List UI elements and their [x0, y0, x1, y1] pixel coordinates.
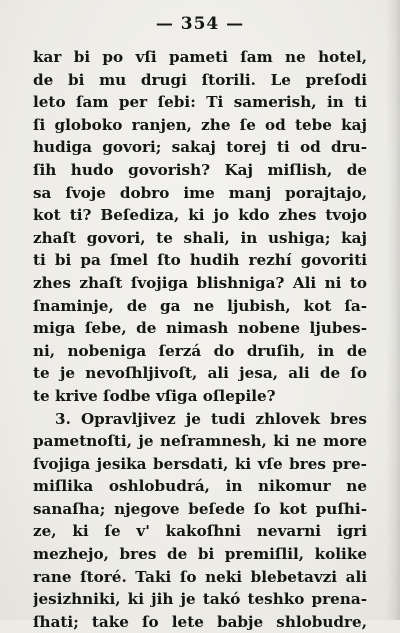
text-line: rane ſtoré. Taki ſo neki blebetavzi ali [33, 567, 367, 586]
text-line: ni, nobeniga ſerzá do druſih, in de [33, 341, 367, 360]
text-line: te je nevoſhljivoſt, ali jesa, ali de ſo [33, 364, 367, 383]
text-line: ſvojiga jesika bersdati, ki vſe bres pre- [33, 454, 367, 473]
text-line: ſhati; take ſo lete babje shlobudre, [33, 612, 367, 631]
text-line: jesizhniki, ki jih je takó teshko prena- [33, 590, 367, 609]
text-line: 3. Opravljivez je tudi zhlovek bres [55, 409, 367, 428]
text-line: miſlika oshlobudrá, in nikomur ne [33, 477, 367, 496]
text-line: sanaſha; njegove beſede ſo kot puſhi- [33, 499, 367, 518]
text-line: pametnoſti, je neſramnesh, ki ne more [33, 432, 367, 451]
text-line: miga ſebe, de nimash nobene ljubes- [33, 319, 367, 338]
text-line: zhes zhaſt ſvojiga blishniga? Ali ni to [33, 273, 367, 292]
page-edge-shadow [386, 0, 400, 620]
page-number: — 354 — [155, 14, 245, 34]
text-line: ſnaminje, de ga ne ljubish, kot ſa- [33, 296, 367, 315]
text-line: ze, ki ſe v' kakoſhni nevarni igri [33, 522, 367, 541]
text-line: kar bi po vſi pameti ſam ne hotel, [33, 48, 367, 66]
text-line: sa ſvoje dobro ime manj porajtajo, [33, 183, 367, 202]
text-line: ti bi pa ſmel ſto hudih rezhí govoriti [33, 251, 367, 270]
text-line: zhaſt govori, te shali, in ushiga; kaj [33, 228, 367, 247]
text-line: leto ſam per ſebi: Ti samerish, in ti [33, 93, 367, 112]
text-line: ſih hudo govorish? Kaj miſlish, de [33, 160, 367, 179]
text-line: hudiga govori; sakaj torej ti od dru- [33, 138, 367, 157]
body-text [33, 46, 367, 633]
text-line: mezhejo, bres de bi premiſlil, kolike [33, 545, 367, 564]
text-line: kot ti? Beſediza, ki jo kdo zhes tvojo [33, 206, 367, 225]
text-line: de bi mu drugi ſtorili. Le preſodi [33, 70, 367, 89]
text-line: te krive ſodbe vſiga oſlepile? [33, 386, 276, 405]
text-line: ſi globoko ranjen, zhe ſe od tebe kaj [33, 115, 367, 134]
